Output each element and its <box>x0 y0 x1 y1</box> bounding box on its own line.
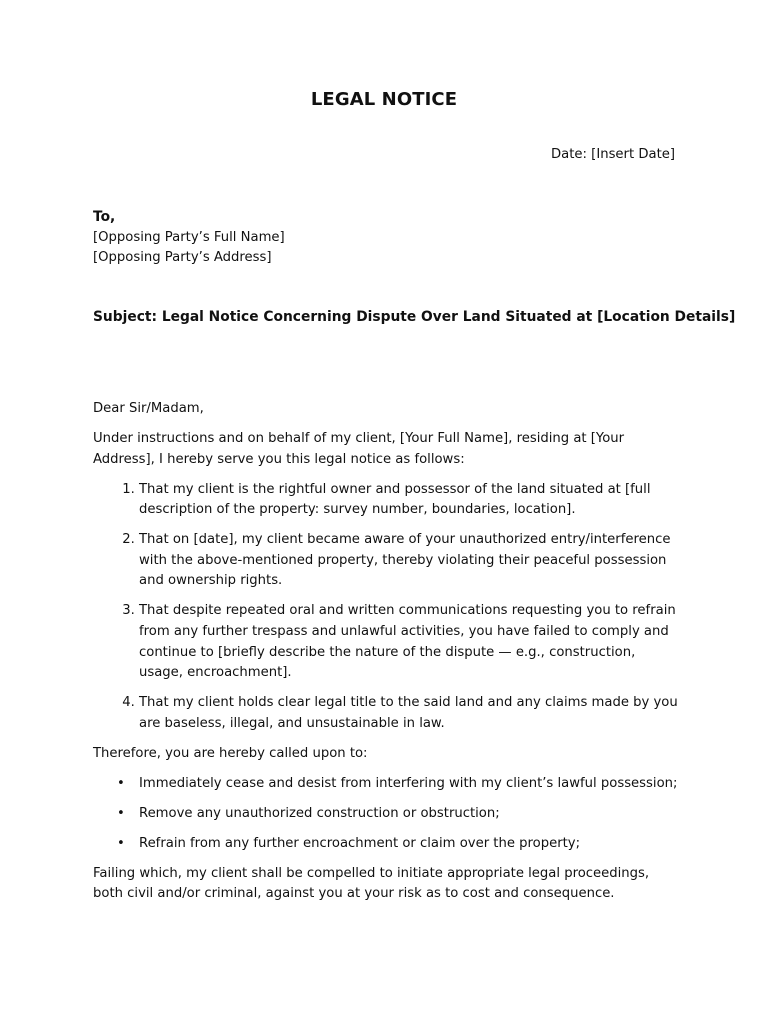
document-title: LEGAL NOTICE <box>310 89 458 110</box>
numbered-item: 3. That despite repeated oral and written communications requesting you to refrain from any further trespass and unlawful activities, you have failed to comply and continue to [briefly describe the nature of the dispute — e.g., construction, usage, encroachment]. <box>139 601 678 683</box>
bullet-icon: • <box>117 775 125 791</box>
intro-paragraph: Under instructions and on behalf of my client, [Your Full Name], residing at [Your Address], I hereby serve you this legal notice as follows: <box>93 431 625 467</box>
numbered-item: 2. That on [date], my client became aware of your unauthorized entry/interference with the above-mentioned property, thereby violating their peaceful possession and ownership rights. <box>139 530 678 592</box>
recipient-address: [Opposing Party’s Address] <box>93 250 272 265</box>
numbered-list <box>93 480 678 734</box>
bullet-item <box>117 804 678 825</box>
bullet-icon: • <box>117 835 125 851</box>
bullet-item-text: Refrain from any further encroachment or claim over the property; <box>139 835 581 851</box>
recipient-name: [Opposing Party’s Full Name] <box>93 229 285 245</box>
bullet-icon: • <box>117 805 125 821</box>
bullet-item-text: Immediately cease and desist from interfering with my client’s lawful possession; <box>139 775 678 791</box>
salutation: Dear Sir/Madam, <box>93 401 204 416</box>
recipient-block <box>93 207 285 269</box>
bullet-item <box>117 774 678 795</box>
numbered-item: 4. That my client holds clear legal title to the said land and any claims made by you are baseless, illegal, and unsustainable in law. <box>139 693 678 734</box>
bullet-item <box>117 834 678 855</box>
notice-date: Date: [Insert Date] <box>551 147 675 162</box>
closing-paragraph: Failing which, my client shall be compelled to initiate appropriate legal proceedings, both civil and/or criminal, against you at your risk as to cost and consequence. <box>93 865 650 902</box>
notice-body <box>93 399 678 914</box>
bullet-item-text: Remove any unauthorized construction or obstruction; <box>139 805 500 821</box>
subject-line: Subject: Legal Notice Concerning Dispute Over Land Situated at [Location Details] <box>93 309 736 325</box>
demand-intro: Therefore, you are hereby called upon to: <box>93 745 368 761</box>
to-label: To, <box>93 209 116 225</box>
numbered-item: 1. That my client is the rightful owner and possessor of the land situated at [full description of the property: survey number, boundaries, location]. <box>139 480 678 521</box>
bullet-list <box>93 774 678 854</box>
